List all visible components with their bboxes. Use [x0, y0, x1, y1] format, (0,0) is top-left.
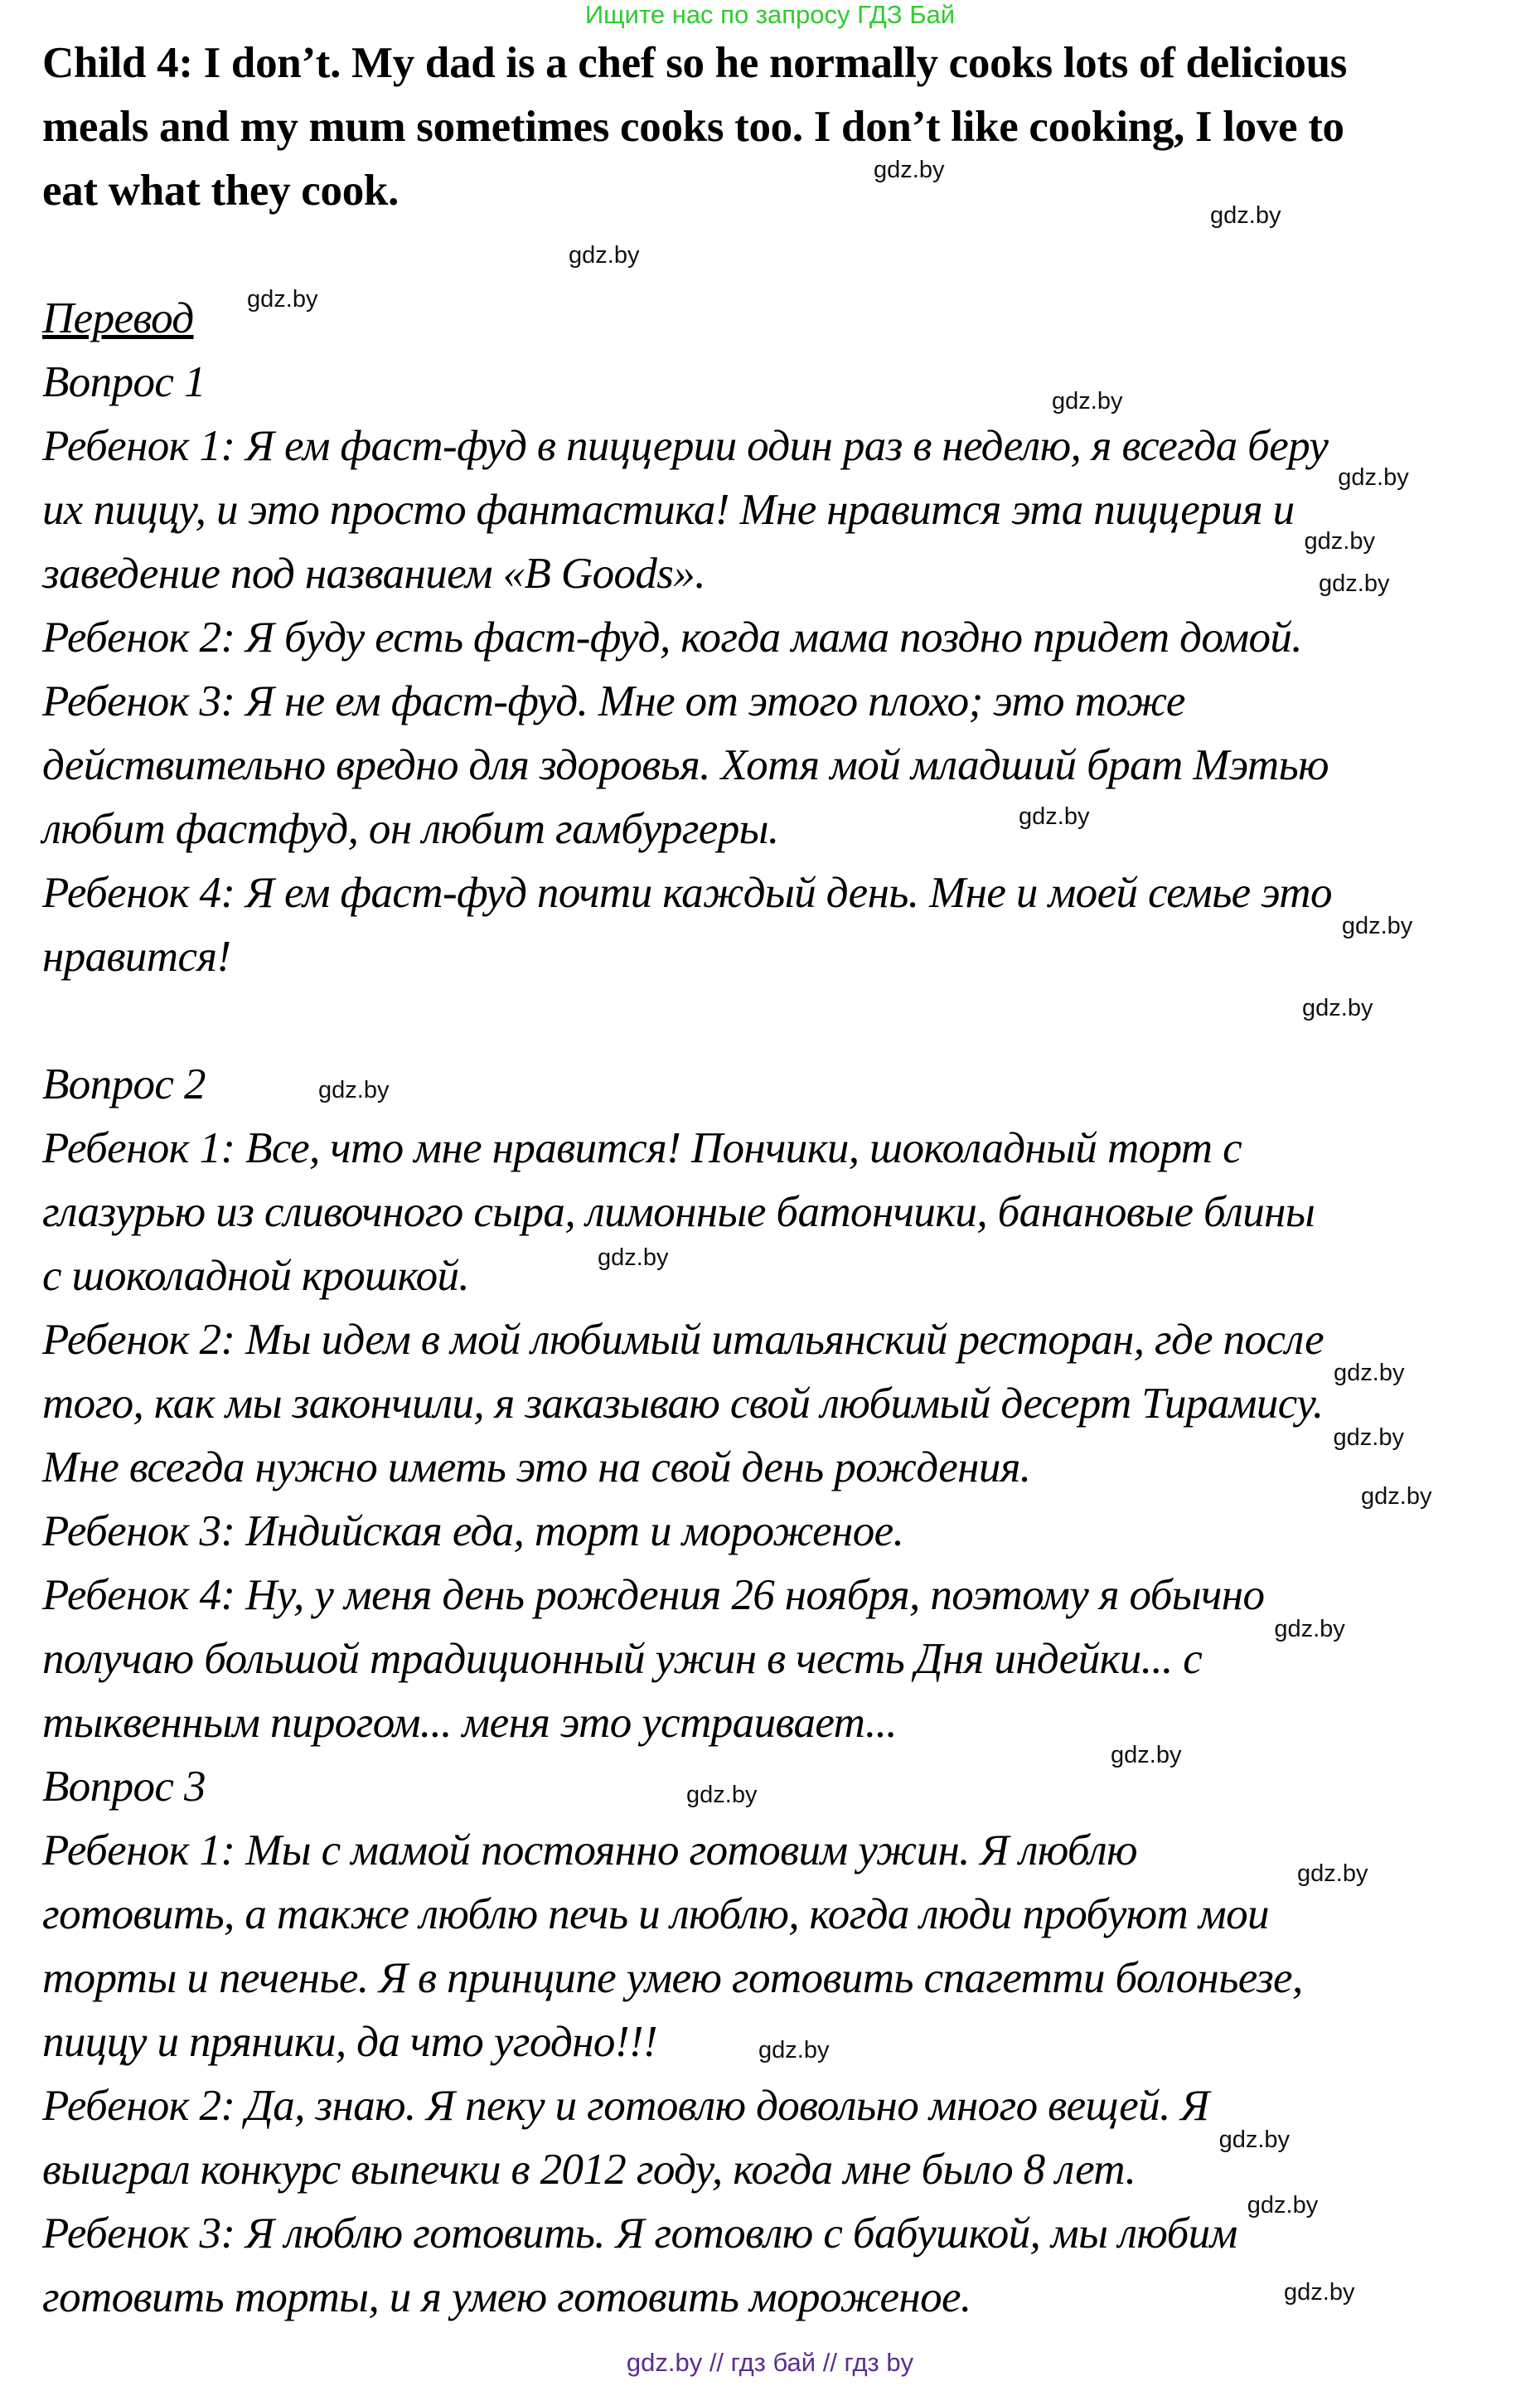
- text-line: eat what they cook.: [42, 167, 400, 215]
- watermark: gdz.by: [569, 242, 640, 269]
- watermark: gdz.by: [247, 286, 318, 313]
- text-line: Ребенок 4: Я ем фаст-фуд почти каждый день. Мне и моей семье это: [42, 869, 1332, 917]
- watermark: gdz.by: [1210, 202, 1281, 229]
- watermark: gdz.by: [1218, 2127, 1291, 2153]
- text-line: торты и печенье. Я в принципе умею готовить спагетти болоньезе,: [42, 1954, 1303, 2002]
- text-line: meals and my mum sometimes cooks too. I don’t like cooking, I love to: [42, 103, 1344, 151]
- watermark: gdz.by: [1361, 1483, 1432, 1510]
- watermark: gdz.by: [1338, 464, 1409, 491]
- watermark: gdz.by: [1334, 1360, 1405, 1386]
- text-line: их пиццу, и это просто фантастика! Мне нравится эта пиццерия и: [42, 486, 1295, 534]
- text-line: действительно вредно для здоровья. Хотя мой младший брат Мэтью: [42, 741, 1329, 789]
- text-line: Ребенок 1: Я ем фаст-фуд в пиццерии один раз в неделю, я всегда беру: [42, 422, 1329, 470]
- watermark: gdz.by: [1341, 913, 1413, 939]
- watermark: gdz.by: [1247, 2192, 1319, 2219]
- watermark: gdz.by: [1304, 528, 1375, 555]
- text-line: того, как мы закончили, я заказываю свой любимый десерт Тирамису.: [42, 1380, 1324, 1428]
- text-line: Ребенок 1: Все, что мне нравится! Пончики, шоколадный торт с: [42, 1124, 1242, 1172]
- text-line: заведение под названием «B Goods».: [42, 550, 705, 598]
- text-line: Вопрос 3: [42, 1763, 206, 1811]
- text-line: Вопрос 2: [42, 1060, 206, 1108]
- text-line: Ребенок 3: Индийская еда, торт и мороженое.: [42, 1507, 904, 1555]
- watermark: gdz.by: [318, 1077, 390, 1103]
- watermark: gdz.by: [1302, 995, 1373, 1021]
- document-body: [42, 32, 1526, 2330]
- text-line: готовить, а также люблю печь и люблю, когда люди пробуют мои: [42, 1890, 1269, 1938]
- footer-links[interactable]: gdz.by // гдз бай // гдз by: [626, 2348, 914, 2377]
- text-line: любит фастфуд, он любит гамбургеры.: [42, 805, 779, 853]
- text-line: Мне всегда нужно иметь это на свой день рождения.: [42, 1443, 1031, 1491]
- text-line: Ребенок 4: Ну, у меня день рождения 26 ноября, поэтому я обычно: [42, 1571, 1265, 1619]
- search-banner: Ищите нас по запросу ГДЗ Бай: [584, 0, 956, 29]
- watermark: gdz.by: [598, 1244, 669, 1271]
- text-line: Child 4: I don’t. My dad is a chef so he normally cooks lots of delicious: [42, 39, 1348, 87]
- watermark: gdz.by: [1019, 803, 1090, 830]
- text-line: выиграл конкурс выпечки в 2012 году, когда мне было 8 лет.: [42, 2146, 1136, 2194]
- watermark: gdz.by: [686, 1782, 758, 1808]
- text-line: Вопрос 1: [42, 358, 206, 406]
- watermark: gdz.by: [1111, 1742, 1182, 1768]
- watermark: gdz.by: [1297, 1860, 1368, 1887]
- watermark: gdz.by: [1333, 1424, 1404, 1451]
- watermark: gdz.by: [1052, 388, 1123, 415]
- watermark: gdz.by: [758, 2037, 830, 2064]
- text-line: Ребенок 3: Я не ем фаст-фуд. Мне от этого плохо; это тоже: [42, 677, 1185, 725]
- text-line: Ребенок 2: Да, знаю. Я пеку и готовлю довольно много вещей. Я: [42, 2082, 1209, 2130]
- text-line: Ребенок 3: Я люблю готовить. Я готовлю с бабушкой, мы любим: [42, 2209, 1237, 2257]
- text-line: Ребенок 2: Мы идем в мой любимый итальянский ресторан, где после: [42, 1316, 1324, 1364]
- watermark: gdz.by: [1319, 570, 1390, 597]
- text-line: нравится!: [42, 933, 231, 981]
- text-line: готовить торты, и я умею готовить мороженое.: [42, 2273, 971, 2321]
- text-line: с шоколадной крошкой.: [42, 1252, 470, 1300]
- watermark: gdz.by: [1284, 2279, 1355, 2306]
- text-line: тыквенным пирогом... меня это устраивает...: [42, 1699, 897, 1747]
- text-line: получаю большой традиционный ужин в честь Дня индейки... с: [42, 1635, 1203, 1683]
- text-line: Ребенок 2: Я буду есть фаст-фуд, когда мама поздно придет домой.: [42, 613, 1302, 662]
- watermark: gdz.by: [874, 157, 945, 183]
- watermark: gdz.by: [1274, 1616, 1345, 1642]
- text-line: Ребенок 1: Мы с мамой постоянно готовим ужин. Я люблю: [42, 1826, 1137, 1874]
- text-line: глазурью из сливочного сыра, лимонные батончики, банановые блины: [42, 1188, 1315, 1236]
- blank-line: [42, 223, 1526, 287]
- text-line: пиццу и пряники, да что угодно!!!: [42, 2018, 657, 2066]
- section-heading: Перевод: [42, 294, 194, 342]
